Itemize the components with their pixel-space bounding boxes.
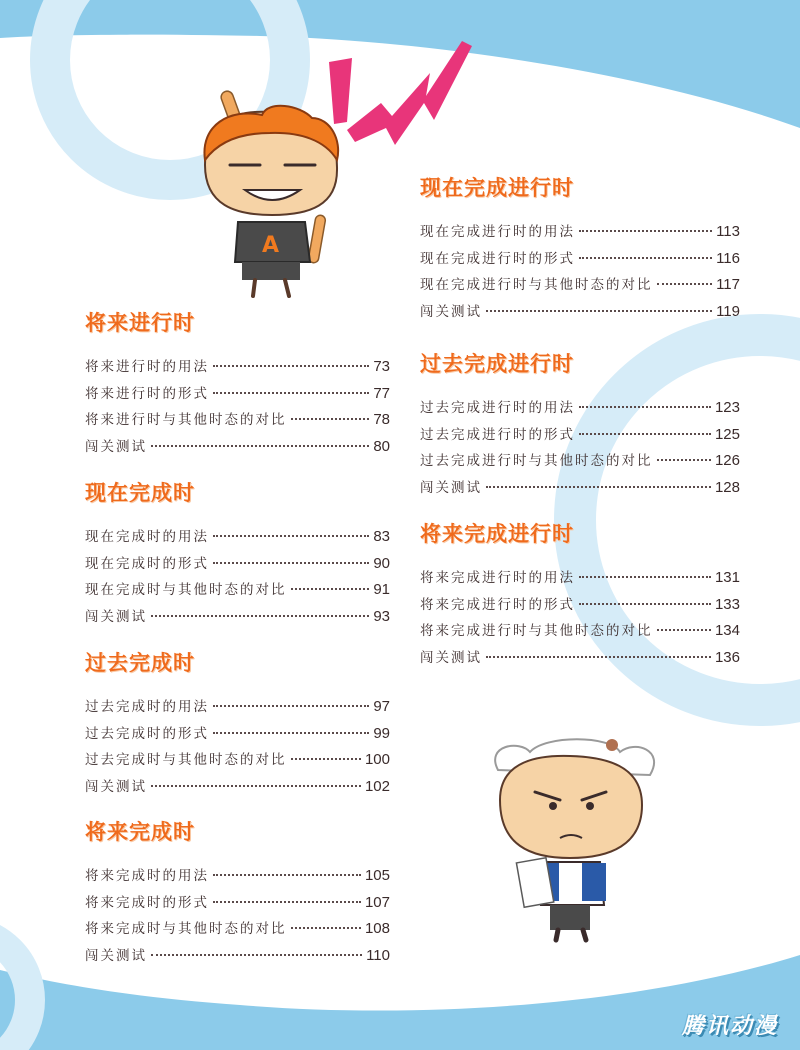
section-heading: 将来完成进行时 xyxy=(420,522,574,546)
page-number: 116 xyxy=(716,249,740,267)
page-number: 126 xyxy=(714,452,740,469)
leader-dots xyxy=(486,656,711,658)
page-number: 133 xyxy=(714,595,740,613)
entry-label: 将来完成进行时的用法 xyxy=(420,570,575,586)
entry-label: 闯关测试 xyxy=(85,438,147,455)
entry-label: 过去完成进行时与其他时态的对比 xyxy=(420,453,653,469)
entry-label: 现在完成时的用法 xyxy=(85,529,209,545)
page-number: 131 xyxy=(714,569,740,586)
leader-dots xyxy=(213,901,361,903)
toc-section-present-perfect xyxy=(85,477,390,631)
leader-dots xyxy=(291,927,361,929)
page-number: 134 xyxy=(714,622,740,639)
toc-entry[interactable] xyxy=(85,891,390,918)
page-number: 110 xyxy=(366,946,390,964)
page-number: 108 xyxy=(364,920,390,937)
entry-label: 过去完成时与其他时态的对比 xyxy=(85,752,287,768)
page-number: 105 xyxy=(364,867,390,884)
page-number: 93 xyxy=(373,607,390,625)
toc-entry[interactable] xyxy=(420,449,740,476)
toc-section-future-continuous xyxy=(85,307,390,461)
page-number: 117 xyxy=(716,276,740,293)
toc-entry[interactable] xyxy=(85,382,390,409)
boy-character-illustration xyxy=(204,90,338,296)
entry-label: 过去完成进行时的形式 xyxy=(420,426,575,443)
leader-dots xyxy=(213,705,369,707)
leader-dots xyxy=(579,406,711,408)
toc-section-past-perfect xyxy=(85,647,390,801)
toc-entry[interactable] xyxy=(85,695,390,722)
entry-label: 闯关测试 xyxy=(85,778,147,795)
toc-entry[interactable] xyxy=(420,593,740,620)
toc-entry[interactable] xyxy=(420,646,740,673)
page-number: 73 xyxy=(373,358,390,375)
page-number: 107 xyxy=(364,893,390,911)
leader-dots xyxy=(151,954,362,956)
entry-label: 将来完成时的形式 xyxy=(85,894,209,911)
leader-dots xyxy=(291,588,370,590)
old-man-character-illustration xyxy=(495,739,654,940)
page-number: 80 xyxy=(373,437,390,455)
leader-dots xyxy=(213,562,369,564)
entry-label: 闯关测试 xyxy=(85,608,147,625)
page-number: 119 xyxy=(716,302,740,320)
section-heading: 将来进行时 xyxy=(85,311,195,335)
page-number: 128 xyxy=(714,478,740,496)
section-heading: 现在完成时 xyxy=(85,481,195,505)
entry-label: 将来进行时与其他时态的对比 xyxy=(85,412,287,428)
toc-entry[interactable] xyxy=(420,247,740,274)
section-heading: 将来完成时 xyxy=(85,820,195,844)
entry-label: 过去完成时的形式 xyxy=(85,725,209,742)
toc-entry[interactable] xyxy=(420,566,740,593)
section-heading: 过去完成时 xyxy=(85,651,195,675)
page-number: 83 xyxy=(373,528,390,545)
toc-entry[interactable] xyxy=(85,944,390,971)
leader-dots xyxy=(657,459,711,461)
watermark-logo: 腾讯动漫 xyxy=(681,1014,778,1039)
page-number: 100 xyxy=(364,751,390,768)
toc-entry[interactable] xyxy=(85,578,390,605)
page-number: 78 xyxy=(373,411,390,428)
toc-entry[interactable] xyxy=(85,864,390,891)
page-number: 97 xyxy=(373,698,390,715)
entry-label: 现在完成进行时与其他时态的对比 xyxy=(420,277,653,293)
leader-dots xyxy=(579,230,712,232)
leader-dots xyxy=(486,310,712,312)
page-number: 90 xyxy=(373,554,390,572)
toc-entry[interactable] xyxy=(420,396,740,423)
page-number: 77 xyxy=(373,384,390,402)
leader-dots xyxy=(151,615,369,617)
toc-section-future-perfect-continuous xyxy=(420,518,740,672)
leader-dots xyxy=(151,785,361,787)
section-heading: 现在完成进行时 xyxy=(420,176,574,200)
entry-label: 将来完成进行时与其他时态的对比 xyxy=(420,623,653,639)
entry-label: 将来进行时的形式 xyxy=(85,385,209,402)
entry-label: 将来进行时的用法 xyxy=(85,359,209,375)
leader-dots xyxy=(213,365,369,367)
leader-dots xyxy=(291,418,370,420)
entry-label: 现在完成时的形式 xyxy=(85,555,209,572)
toc-section-present-perfect-continuous xyxy=(420,172,740,326)
toc-entry[interactable] xyxy=(420,423,740,450)
page-number: 125 xyxy=(714,425,740,443)
toc-entry[interactable] xyxy=(85,605,390,632)
entry-label: 将来完成时与其他时态的对比 xyxy=(85,921,287,937)
toc-entry[interactable] xyxy=(85,775,390,802)
entry-label: 将来完成进行时的形式 xyxy=(420,596,575,613)
entry-label: 现在完成进行时的形式 xyxy=(420,250,575,267)
leader-dots xyxy=(213,874,361,876)
entry-label: 现在完成进行时的用法 xyxy=(420,224,575,240)
leader-dots xyxy=(657,283,713,285)
entry-label: 将来完成时的用法 xyxy=(85,868,209,884)
toc-section-future-perfect xyxy=(85,816,390,970)
entry-label: 闯关测试 xyxy=(420,649,482,666)
toc-entry[interactable] xyxy=(85,525,390,552)
toc-entry[interactable] xyxy=(85,355,390,382)
leader-dots xyxy=(579,433,711,435)
toc-entry[interactable] xyxy=(85,408,390,435)
entry-label: 闯关测试 xyxy=(420,303,482,320)
toc-entry[interactable] xyxy=(85,552,390,579)
page-number: 99 xyxy=(373,724,390,742)
toc-section-past-perfect-continuous xyxy=(420,348,740,502)
leader-dots xyxy=(579,603,711,605)
toc-entry[interactable] xyxy=(85,917,390,944)
toc-entry[interactable] xyxy=(85,722,390,749)
page-number: 123 xyxy=(714,399,740,416)
leader-dots xyxy=(151,445,369,447)
leader-dots xyxy=(579,576,711,578)
entry-label: 闯关测试 xyxy=(85,947,147,964)
section-heading: 过去完成进行时 xyxy=(420,352,574,376)
entry-label: 过去完成进行时的用法 xyxy=(420,400,575,416)
svg-text:A: A xyxy=(262,233,280,258)
leader-dots xyxy=(486,486,711,488)
leader-dots xyxy=(291,758,361,760)
leader-dots xyxy=(213,732,369,734)
toc-entry[interactable] xyxy=(420,619,740,646)
toc-entry[interactable] xyxy=(85,748,390,775)
toc-entry[interactable] xyxy=(420,220,740,247)
toc-entry[interactable] xyxy=(420,273,740,300)
page-number: 91 xyxy=(373,581,390,598)
page-number: 136 xyxy=(714,648,740,666)
leader-dots xyxy=(579,257,712,259)
entry-label: 闯关测试 xyxy=(420,479,482,496)
toc-entry[interactable] xyxy=(420,300,740,327)
page-number: 113 xyxy=(716,223,740,240)
leader-dots xyxy=(657,629,711,631)
leader-dots xyxy=(213,392,369,394)
page-number: 102 xyxy=(364,777,390,795)
entry-label: 现在完成时与其他时态的对比 xyxy=(85,582,287,598)
entry-label: 过去完成时的用法 xyxy=(85,699,209,715)
leader-dots xyxy=(213,535,369,537)
toc-entry[interactable] xyxy=(85,435,390,462)
toc-entry[interactable] xyxy=(420,476,740,503)
